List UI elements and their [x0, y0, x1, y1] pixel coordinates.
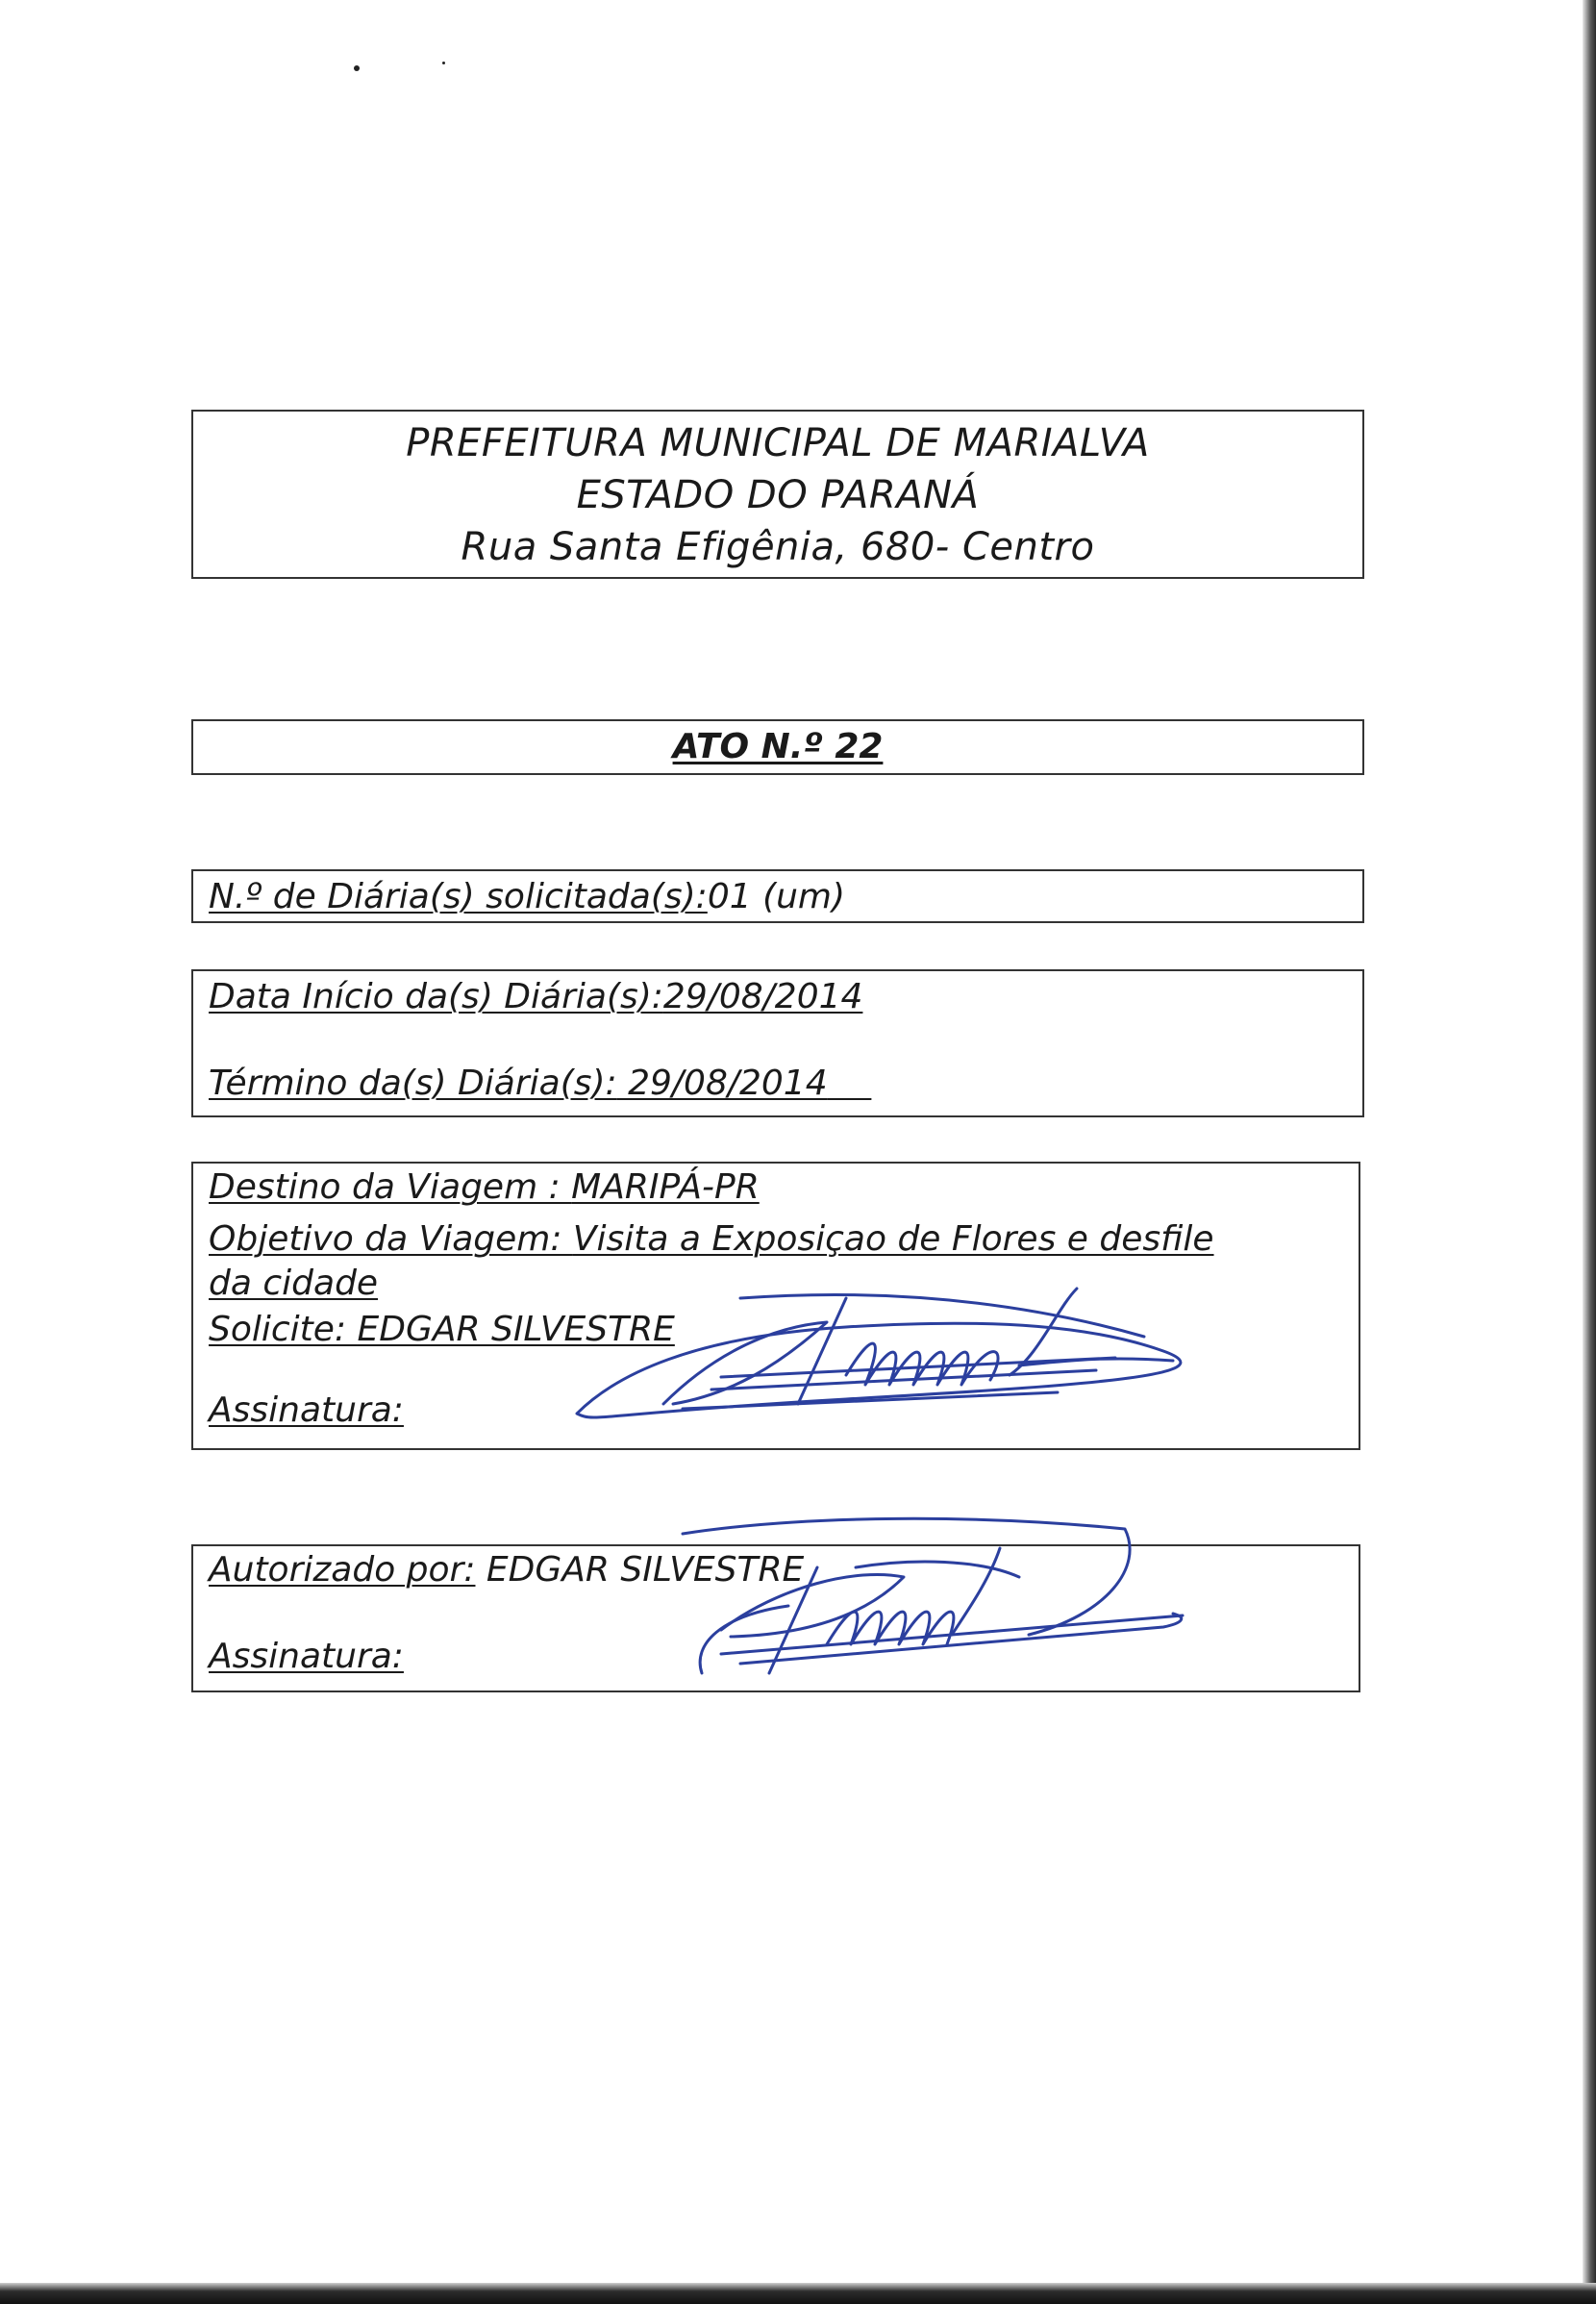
municipality-title: PREFEITURA MUNICIPAL DE MARIALVA: [406, 421, 1150, 465]
diarias-box: [191, 869, 1364, 923]
ato-box: [191, 719, 1364, 775]
handwritten-signature: [558, 1269, 1192, 1433]
data-termino-value: 29/08/2014: [616, 1064, 828, 1103]
address-line: Rua Santa Efigênia, 680- Centro: [461, 525, 1095, 569]
autorizado-value: EDGAR SILVESTRE: [475, 1550, 805, 1590]
scan-edge-bottom: [0, 2283, 1596, 2304]
scan-speck: [442, 62, 445, 64]
diarias-field: [209, 877, 845, 916]
destino-label: Destino da Viagem :: [209, 1167, 572, 1207]
handwritten-signature: [663, 1510, 1202, 1692]
diarias-value: 01 (um): [707, 877, 846, 916]
data-inicio-field: [209, 977, 862, 1016]
assinatura-label: Assinatura:: [209, 1390, 404, 1430]
solicite-value: EDGAR SILVESTRE: [357, 1310, 675, 1349]
objetivo-label: Objetivo da Viagem:: [209, 1219, 573, 1259]
datas-box: [191, 969, 1364, 1117]
diarias-label: N.º de Diária(s) solicitada(s):: [209, 877, 708, 916]
ato-number: ATO N.º 22: [672, 727, 884, 766]
data-inicio-label: Data Início da(s) Diária(s):: [209, 977, 663, 1016]
autorizado-label: Autorizado por:: [209, 1550, 476, 1590]
objetivo-value-line1: Visita a Exposiçao de Flores e desfile: [572, 1219, 1214, 1259]
assinatura-label: Assinatura:: [209, 1637, 404, 1676]
state-title: ESTADO DO PARANÁ: [576, 473, 980, 517]
header-box: [191, 410, 1364, 579]
data-termino-label: Término da(s) Diária(s):: [209, 1064, 617, 1103]
destino-value: MARIPÁ-PR: [571, 1167, 760, 1207]
underline-spacer: [828, 1064, 872, 1103]
objetivo-continuation: da cidade: [209, 1264, 379, 1303]
solicite-label: Solicite:: [209, 1310, 358, 1349]
data-inicio-value: 29/08/2014: [662, 977, 863, 1016]
scan-speck: [354, 65, 360, 71]
objetivo-field: [209, 1219, 1214, 1259]
data-termino-field: [209, 1064, 871, 1103]
destino-field: [209, 1167, 760, 1207]
scan-edge-right: [1583, 0, 1596, 2304]
